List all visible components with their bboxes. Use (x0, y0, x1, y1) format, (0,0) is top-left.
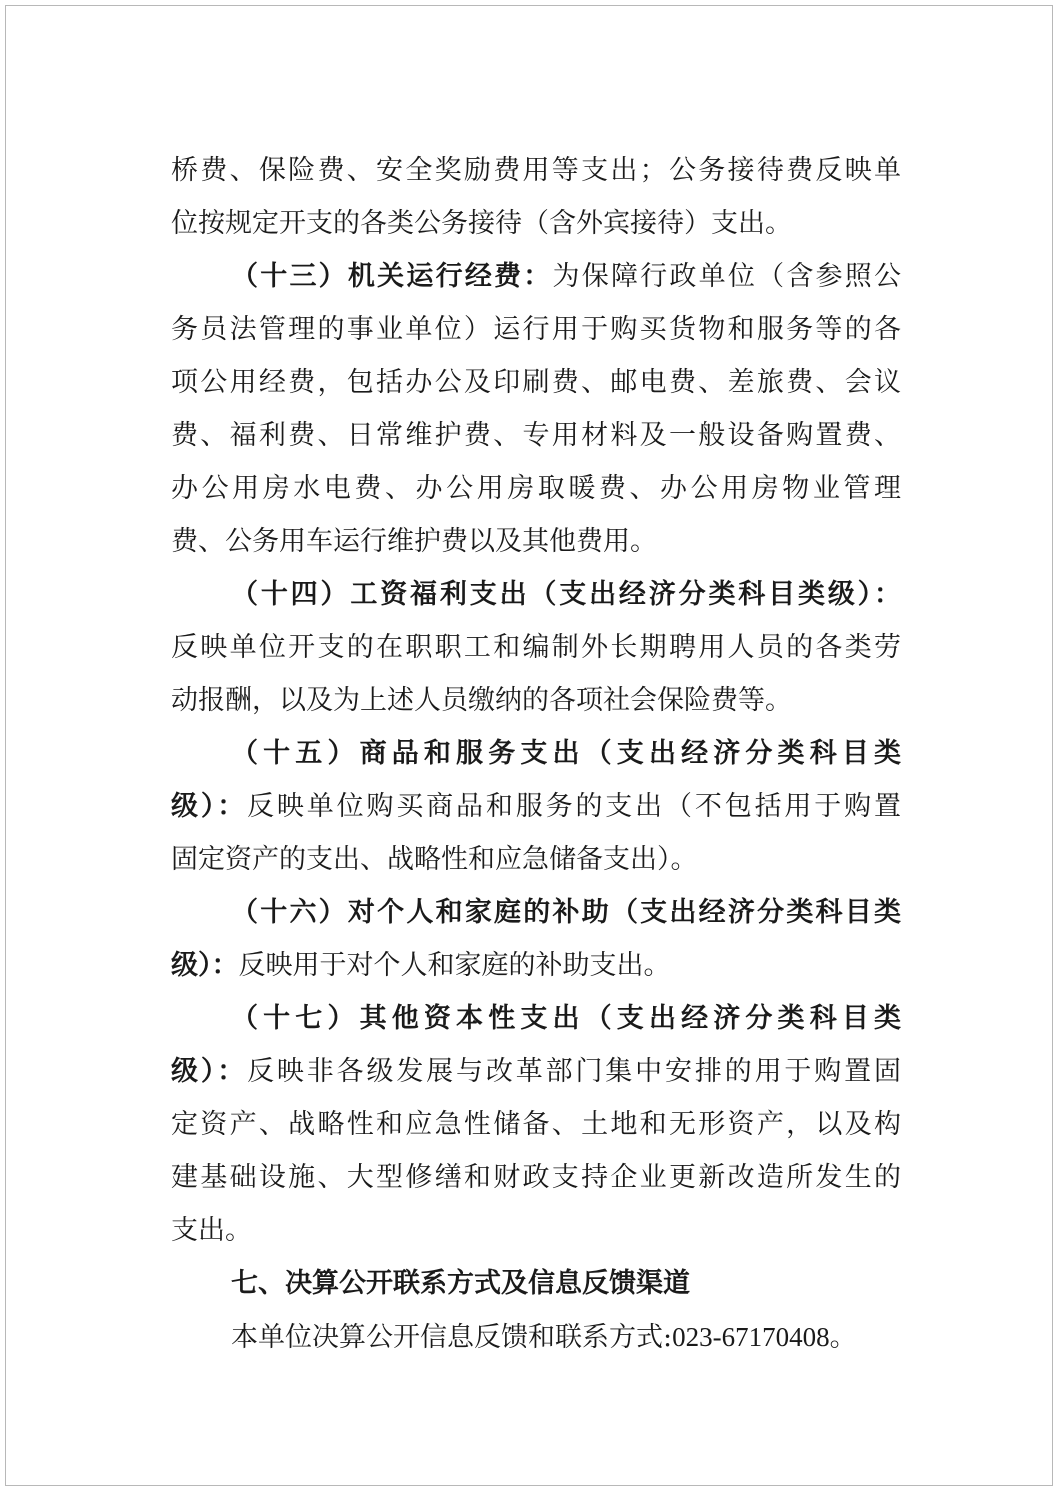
paragraph-15-label-end: 级）： (171, 791, 248, 822)
text-line: 支出。 (171, 1215, 252, 1246)
paragraph-13-first-line (231, 260, 901, 294)
section-heading: 七、决算公开联系方式及信息反馈渠道 (231, 1268, 690, 1299)
text-span: 为保障行政单位（含参照公 (552, 261, 901, 292)
text-line: 定资产、战略性和应急性储备、土地和无形资产，以及构 (171, 1109, 901, 1140)
contact-phone: 023-67170408 (672, 1322, 830, 1352)
paragraph-16-second-line (171, 949, 901, 983)
paragraph-16-label: （十六）对个人和家庭的补助（支出经济分类科目类 (231, 897, 901, 928)
text-span: 反映单位购买商品和服务的支出（不包括用于购置 (247, 791, 901, 822)
text-line: 务员法管理的事业单位）运行用于购买货物和服务等的各 (171, 314, 901, 345)
text-line: 费、公务用车运行维护费以及其他费用。 (171, 526, 657, 557)
paragraph-13-label: （十三）机关运行经费： (231, 261, 553, 292)
document-page (5, 5, 1053, 1486)
text-line: 固定资产的支出、战略性和应急储备支出）。 (171, 844, 698, 875)
text-line: 动报酬，以及为上述人员缴纳的各项社会保险费等。 (171, 685, 792, 716)
paragraph-17-label-end: 级）： (171, 1056, 248, 1087)
text-line: 项公用经费，包括办公及印刷费、邮电费、差旅费、会议 (171, 367, 901, 398)
paragraph-15-second-line (171, 790, 901, 824)
text-line: 办公用房水电费、办公用房取暖费、办公用房物业管理 (171, 473, 901, 504)
paragraph-17-label: （十七）其他资本性支出（支出经济分类科目类 (231, 1003, 901, 1034)
contact-line (231, 1320, 901, 1355)
text-span: 。 (829, 1322, 857, 1353)
paragraph-15-label: （十五）商品和服务支出（支出经济分类科目类 (231, 738, 901, 769)
text-span: 反映用于对个人和家庭的补助支出。 (238, 950, 671, 981)
text-line: 桥费、保险费、安全奖励费用等支出；公务接待费反映单 (171, 155, 901, 186)
paragraph-16-label-end: 级）： (171, 950, 239, 981)
text-line: 费、福利费、日常维护费、专用材料及一般设备购置费、 (171, 420, 901, 451)
text-line: 反映单位开支的在职职工和编制外长期聘用人员的各类劳 (171, 632, 901, 663)
contact-label: 本单位决算公开信息反馈和联系方式: (231, 1322, 673, 1353)
text-span: 反映非各级发展与改革部门集中安排的用于购置固 (247, 1056, 901, 1087)
text-line: 建基础设施、大型修缮和财政支持企业更新改造所发生的 (171, 1162, 901, 1193)
paragraph-14-label: （十四）工资福利支出（支出经济分类科目类级）： (231, 579, 901, 610)
paragraph-17-second-line (171, 1055, 901, 1089)
text-line: 位按规定开支的各类公务接待（含外宾接待）支出。 (171, 208, 792, 239)
